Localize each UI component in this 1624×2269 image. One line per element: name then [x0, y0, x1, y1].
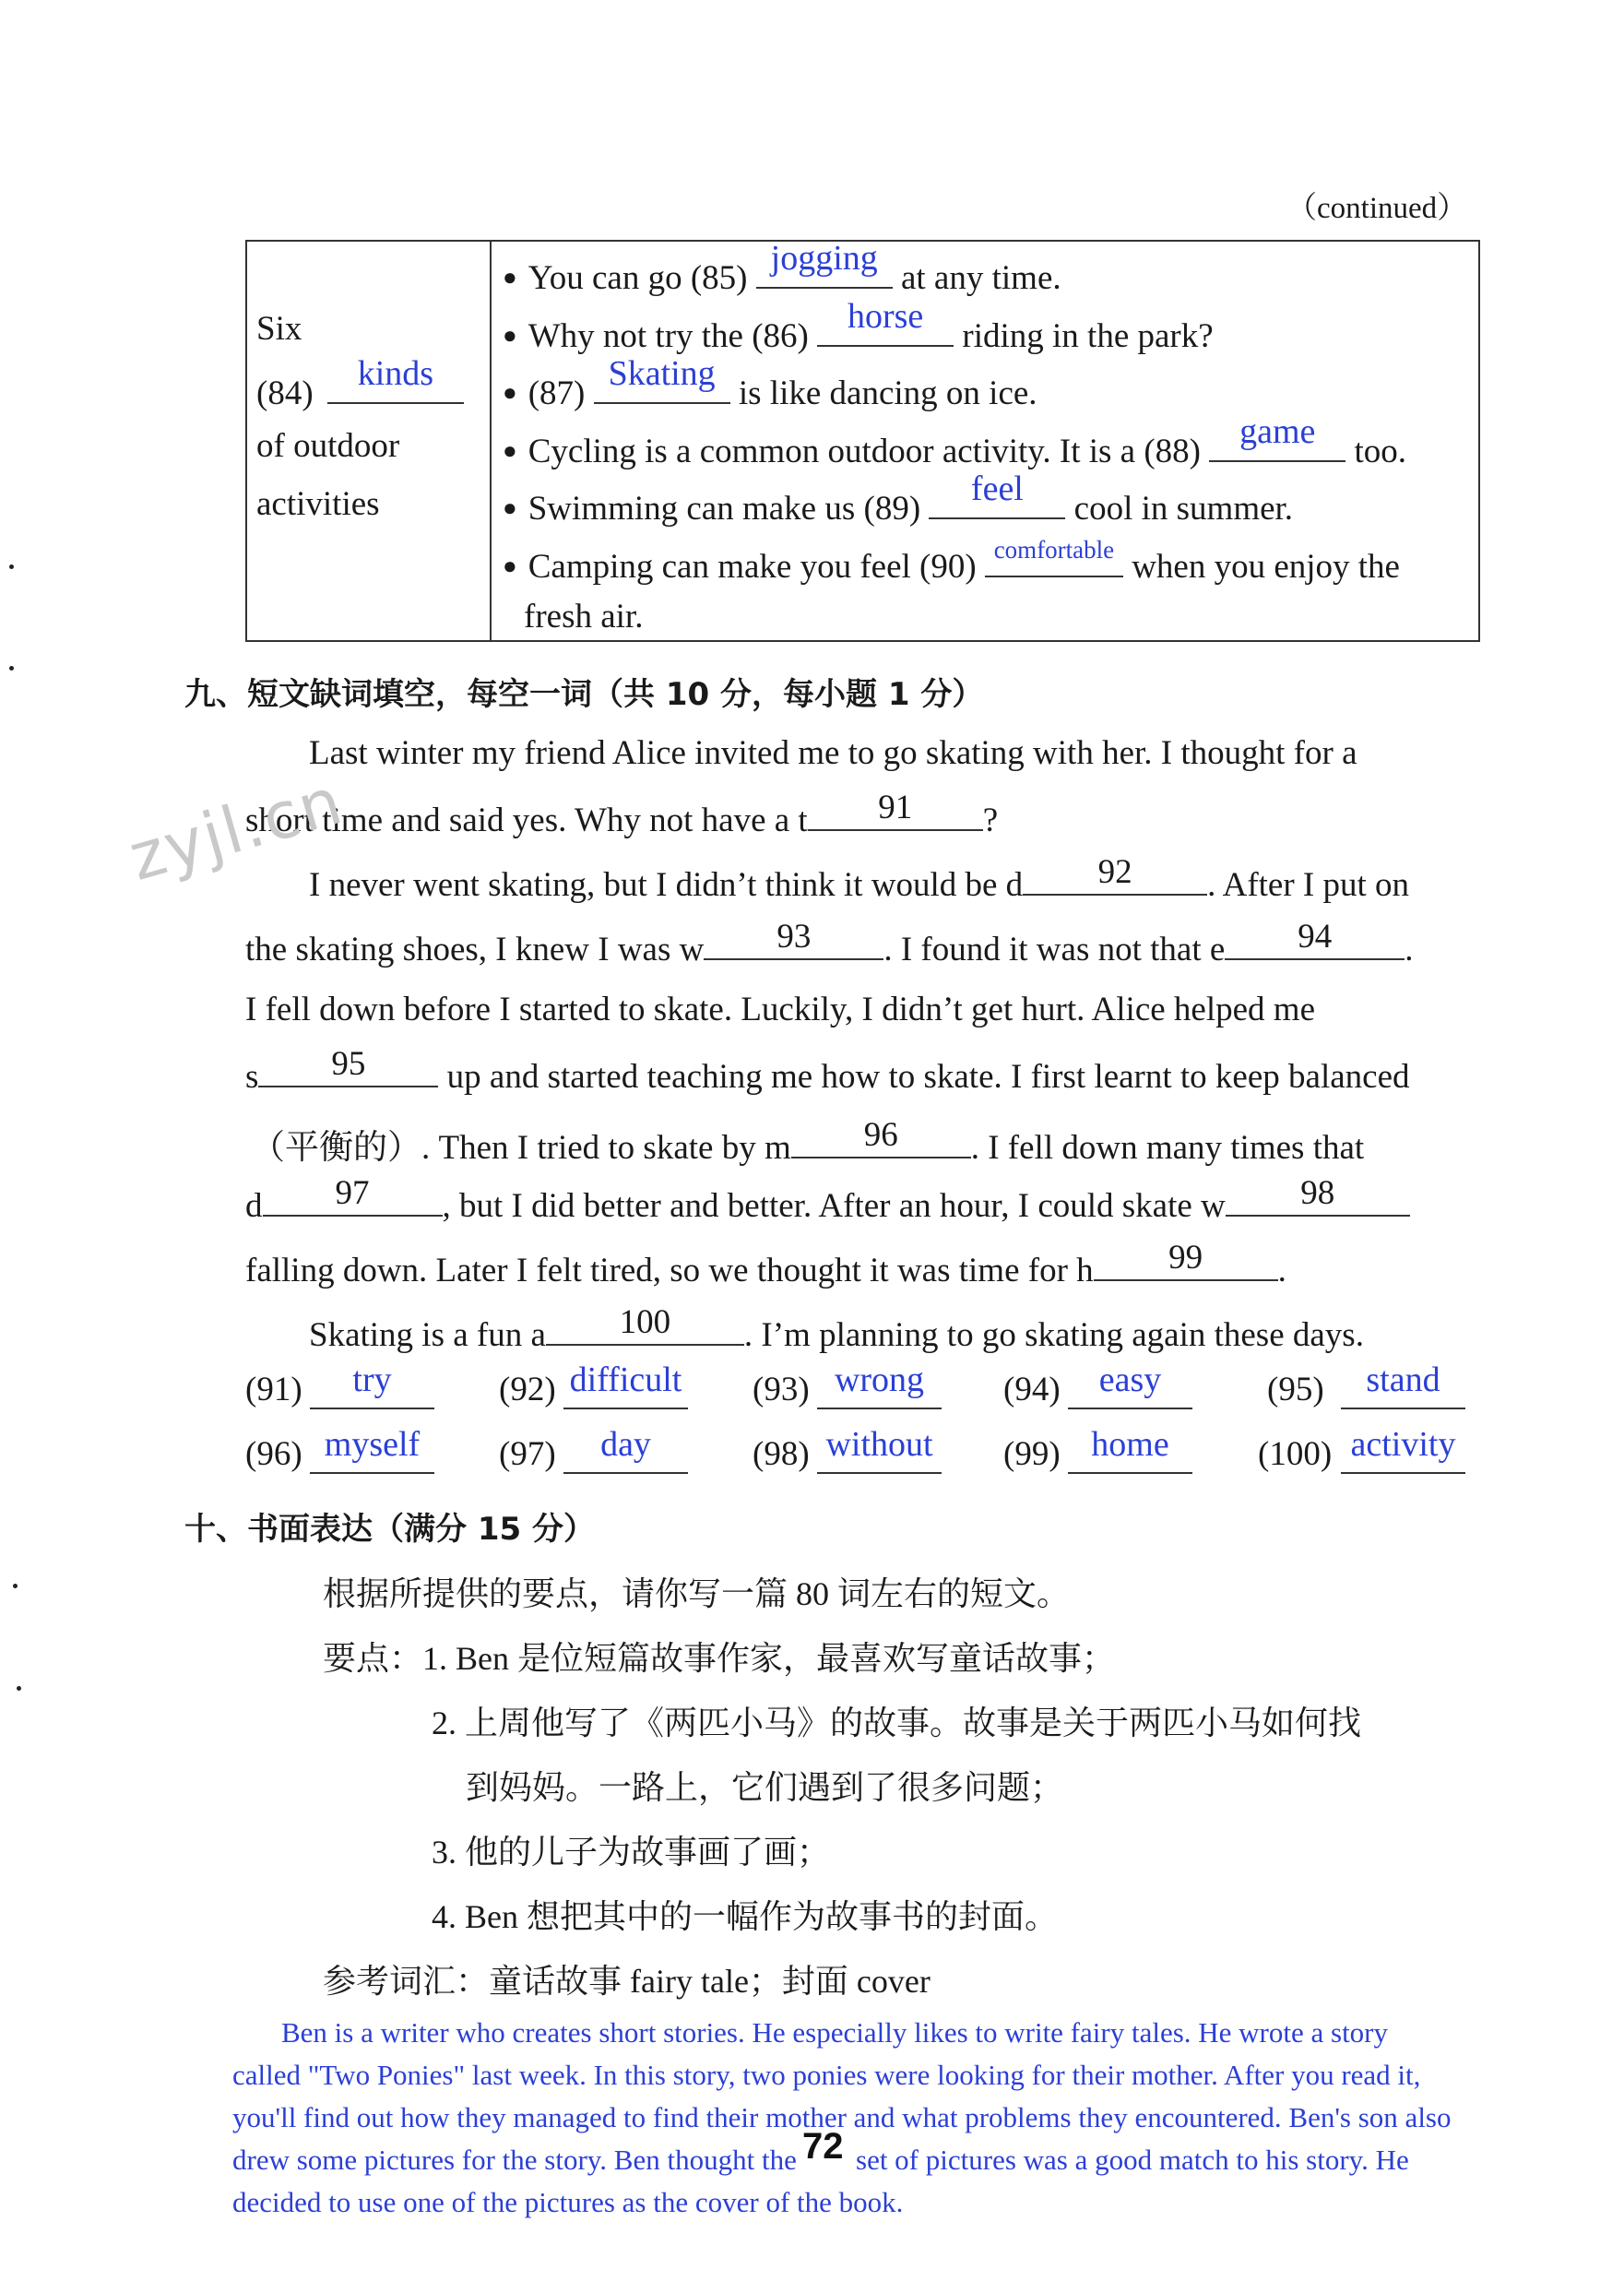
passage-line-4: the skating shoes, I knew I was w 93 . I found it was not that e 94 .	[245, 918, 1414, 968]
q86-answer: horse	[847, 297, 924, 336]
q87-answer: Skating	[608, 354, 716, 393]
table-item-89: ● Swimming can make us (89) feel cool in summer.	[503, 469, 1294, 528]
margin-dot	[13, 1584, 18, 1588]
table-item-90-cont: fresh air.	[524, 598, 644, 636]
answer-92[interactable]: (92) difficult	[499, 1356, 720, 1409]
bullet-icon: ●	[503, 322, 517, 349]
blank-98: 98	[1226, 1183, 1410, 1217]
blank-92: 92	[1023, 862, 1207, 896]
q85-blank[interactable]	[756, 239, 893, 289]
bullet-icon: ●	[503, 264, 517, 291]
answer-100[interactable]: (100) activity	[1258, 1420, 1488, 1474]
q84-number: (84)	[256, 374, 314, 412]
essay-line-1: Ben is a writer who creates short stories. He especially likes to write fairy tales. He wrote a story	[281, 2016, 1389, 2049]
bullet-icon: ●	[503, 552, 517, 579]
q88-blank[interactable]	[1209, 412, 1345, 462]
blank-91: 91	[808, 798, 983, 831]
table-item-85: ● You can go (85) jogging at any time.	[503, 239, 1061, 297]
table-left-line3: of outdoor	[256, 427, 400, 465]
section10-point3: 3. 他的儿子为故事画了画；	[432, 1834, 831, 1871]
essay-line-4b: set of pictures was a good match to his story. He	[856, 2144, 1409, 2176]
section10-point2a: 2. 上周他写了《两匹小马》的故事。故事是关于两匹小马如何找	[432, 1705, 1362, 1741]
q85-answer: jogging	[770, 239, 878, 278]
essay-line-2: called "Two Ponies" last week. In this story, two ponies were looking for their mother. After you read it,	[232, 2059, 1421, 2091]
section10-vocab: 参考词汇：童话故事 fairy tale；封面 cover	[323, 1963, 931, 2000]
answer-94[interactable]: (94) easy	[1003, 1356, 1225, 1409]
q90-blank[interactable]	[985, 536, 1123, 577]
essay-line-5: decided to use one of the pictures as the cover of the book.	[232, 2186, 904, 2218]
table-item-86: ● Why not try the (86) horse riding in the park?	[503, 297, 1214, 355]
continued-label: （continued）	[1286, 192, 1468, 225]
q90-answer: comfortable	[993, 536, 1115, 564]
section10-intro: 根据所提供的要点，请你写一篇 80 词左右的短文。	[323, 1575, 1071, 1612]
margin-dot	[9, 666, 14, 671]
section9-title: 九、短文缺词填空，每空一词（共 10 分，每小题 1 分）	[184, 676, 984, 713]
table-item-88: ● Cycling is a common outdoor activity. It is a (88) game too.	[503, 412, 1407, 470]
answer-97[interactable]: (97) day	[499, 1420, 720, 1474]
passage-line-6: s 95 up and started teaching me how to skate. I first learnt to keep balanced	[245, 1045, 1410, 1096]
q84-answer: kinds	[357, 354, 434, 393]
blank-96: 96	[791, 1125, 971, 1158]
answer-98[interactable]: (98) without	[753, 1420, 974, 1474]
q84-blank[interactable]	[327, 354, 464, 404]
answer-row-1	[245, 1356, 1472, 1411]
section10-point4: 4. Ben 想把其中的一幅作为故事书的封面。	[432, 1898, 1058, 1935]
bullet-icon: ●	[503, 437, 517, 464]
q88-answer: game	[1239, 412, 1316, 451]
passage-line-5: I fell down before I started to skate. Luckily, I didn’t get hurt. Alice helped me	[245, 991, 1316, 1028]
q89-blank[interactable]	[929, 469, 1065, 519]
q89-answer: feel	[970, 469, 1024, 508]
answer-96[interactable]: (96) myself	[245, 1420, 439, 1474]
q86-blank[interactable]	[817, 297, 954, 347]
table-left-line2	[256, 354, 464, 412]
section10-point1: 要点：1. Ben 是位短篇故事作家，最喜欢写童话故事；	[323, 1640, 1116, 1677]
bullet-icon: ●	[503, 379, 517, 406]
margin-dot	[9, 564, 14, 569]
q87-blank[interactable]	[594, 354, 730, 404]
blank-97: 97	[263, 1183, 443, 1217]
blank-99: 99	[1094, 1248, 1278, 1281]
passage-line-3: I never went skating, but I didn’t think it would be d 92 . After I put on	[309, 853, 1410, 904]
table-left-line1: Six	[256, 310, 302, 348]
essay-line-3: you'll find out how they managed to find their mother and what problems they encountered. Ben's son also	[232, 2101, 1452, 2133]
section10-point2b: 到妈妈。一路上，它们遇到了很多问题；	[466, 1769, 1064, 1806]
answer-91[interactable]: (91) try	[245, 1356, 439, 1409]
margin-dot	[17, 1686, 21, 1691]
watermark: zyjl.cn	[121, 763, 351, 896]
passage-line-2: short time and said yes. Why not have a t 91 ?	[245, 789, 999, 839]
blank-94: 94	[1225, 927, 1405, 960]
essay-line-4a: drew some pictures for the story. Ben thought the	[232, 2144, 797, 2176]
answer-93[interactable]: (93) wrong	[753, 1356, 974, 1409]
bullet-icon: ●	[503, 494, 517, 521]
answer-99[interactable]: (99) home	[1003, 1420, 1225, 1474]
table-left-line4: activities	[256, 485, 380, 523]
table-item-87: ● (87) Skating is like dancing on ice.	[503, 354, 1037, 412]
passage-line-8: d 97 , but I did better and better. After an hour, I could skate w 98	[245, 1183, 1410, 1226]
blank-93: 93	[704, 927, 883, 960]
passage-line-7: （平衡的）. Then I tried to skate by m 96 . I fell down many times that	[251, 1116, 1365, 1167]
page-number: 72	[802, 2126, 844, 2167]
answer-row-2	[245, 1420, 1472, 1476]
blank-100: 100	[546, 1313, 744, 1346]
passage-line-1: Last winter my friend Alice invited me to go skating with her. I thought for a	[309, 734, 1357, 772]
table-item-90: ● Camping can make you feel (90) comfortable when you enjoy the	[503, 536, 1400, 586]
passage-line-9: falling down. Later I felt tired, so we thought it was time for h 99 .	[245, 1239, 1286, 1289]
passage-line-10: Skating is a fun a 100 . I’m planning to go skating again these days.	[309, 1303, 1364, 1354]
blank-95: 95	[258, 1054, 438, 1087]
table-divider	[490, 242, 492, 640]
answer-95[interactable]: (95) stand	[1267, 1356, 1488, 1409]
section10-title: 十、书面表达（满分 15 分）	[184, 1511, 595, 1548]
